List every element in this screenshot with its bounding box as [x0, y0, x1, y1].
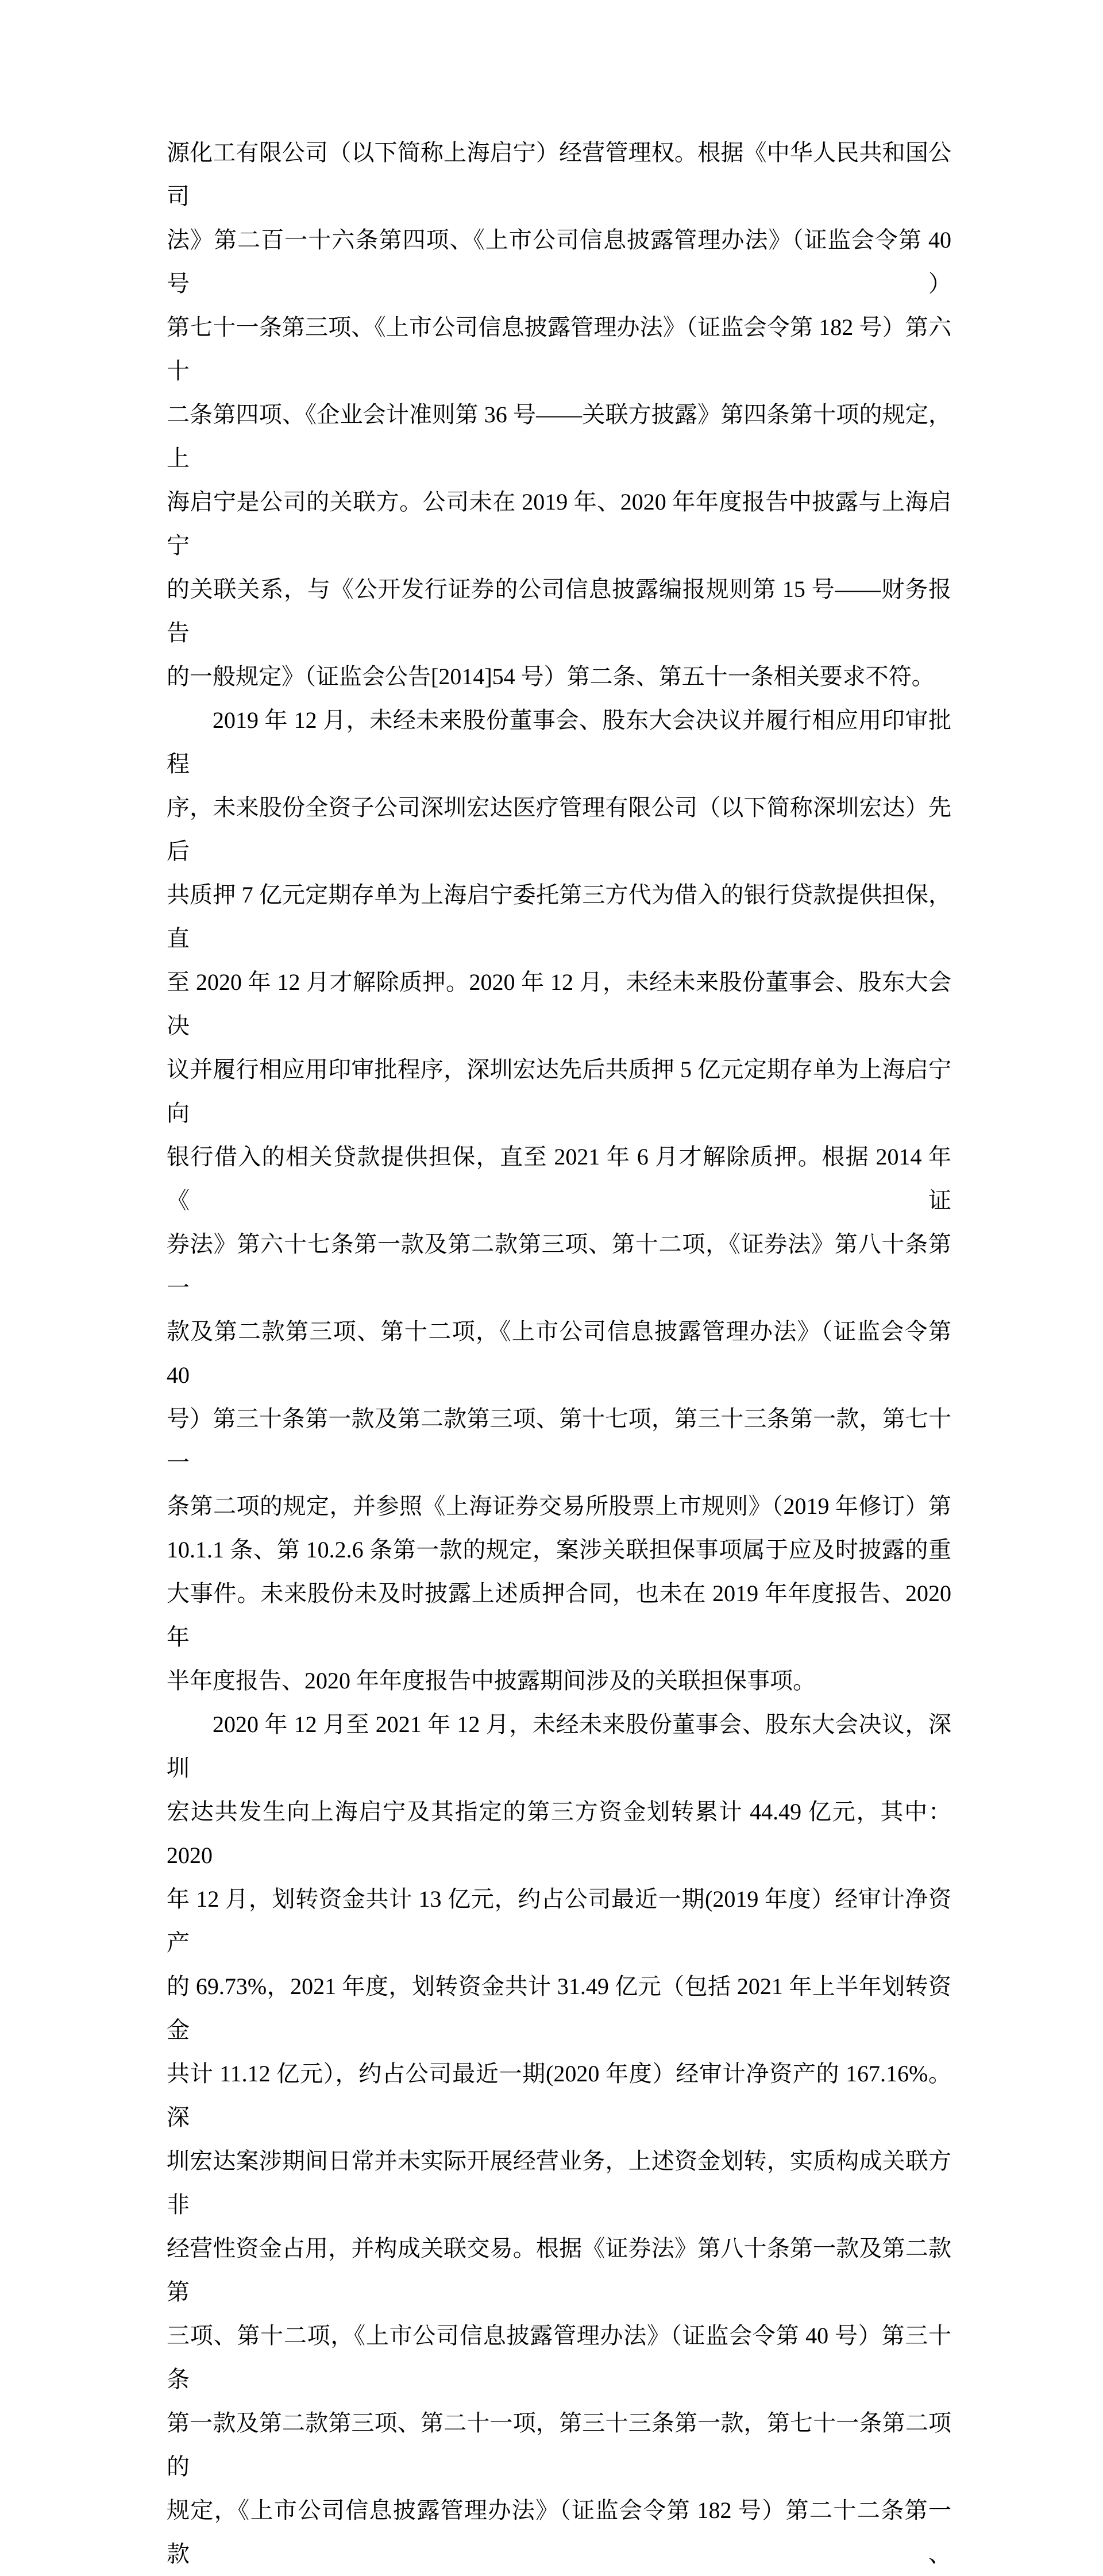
text-line: 银行借入的相关贷款提供担保，直至 2021 年 6 月才解除质押。根据 2014 年《证 [167, 1144, 951, 1213]
text-line: 经营性资金占用，并构成关联交易。根据《证券法》第八十条第一款及第二款第 [167, 2235, 951, 2305]
text-line: 议并履行相应用印审批程序，深圳宏达先后共质押 5 亿元定期存单为上海启宁向 [167, 1056, 951, 1126]
text-line: 10.1.1 条、第 10.2.6 条第一款的规定，案涉关联担保事项属于应及时披露的重 [167, 1537, 951, 1563]
text-line: 号）第三十条第一款及第二款第三项、第十七项，第三十三条第一款，第七十一 [167, 1406, 951, 1475]
text-line: 的一般规定》（证监会公告[2014]54 号）第二条、第五十一条相关要求不符。 [167, 664, 935, 689]
text-line: 款及第二款第三项、第十二项，《上市公司信息披露管理办法》（证监会令第 40 [167, 1318, 951, 1388]
text-line: 序，未来股份全资子公司深圳宏达医疗管理有限公司（以下简称深圳宏达）先后 [167, 795, 951, 864]
text-line: 半年度报告、2020 年年度报告中披露期间涉及的关联担保事项。 [167, 1668, 816, 1694]
text-line: 2019 年 12 月，未经未来股份董事会、股东大会决议并履行相应用印审批程 [167, 707, 951, 777]
paragraph-3 [167, 1703, 951, 2576]
text-line: 规定，《上市公司信息披露管理办法》（证监会令第 182 号）第二十二条第一款、 [167, 2497, 951, 2567]
text-line: 2020 年 12 月至 2021 年 12 月，未经未来股份董事会、股东大会决议，深圳 [167, 1711, 951, 1781]
text-line: 源化工有限公司（以下简称上海启宁）经营管理权。根据《中华人民共和国公司 [167, 140, 951, 209]
text-line: 圳宏达案涉期间日常并未实际开展经营业务，上述资金划转，实质构成关联方非 [167, 2148, 951, 2218]
text-line: 条第二项的规定，并参照《上海证券交易所股票上市规则》（2019 年修订）第 [167, 1493, 951, 1519]
text-line: 宏达共发生向上海启宁及其指定的第三方资金划转累计 44.49 亿元，其中：2020 [167, 1799, 951, 1868]
text-line: 的 69.73%，2021 年度，划转资金共计 31.49 亿元（包括 2021 年上半年划转资金 [167, 1973, 951, 2043]
paragraph-1 [167, 131, 951, 699]
text-line: 三项、第十二项，《上市公司信息披露管理办法》（证监会令第 40 号）第三十条 [167, 2323, 951, 2392]
text-line: 的关联关系，与《公开发行证券的公司信息披露编报规则第 15 号——财务报告 [167, 576, 951, 646]
text-line: 券法》第六十七条第一款及第二款第三项、第十二项，《证券法》第八十条第一 [167, 1231, 951, 1301]
text-line: 法》第二百一十六条第四项、《上市公司信息披露管理办法》（证监会令第 40 号） [167, 227, 951, 296]
text-line: 大事件。未来股份未及时披露上述质押合同，也未在 2019 年年度报告、2020 年 [167, 1580, 951, 1650]
text-line: 第一款及第二款第三项、第二十一项，第三十三条第一款，第七十一条第二项的 [167, 2410, 951, 2479]
text-line: 年 12 月，划转资金共计 13 亿元，约占公司最近一期(2019 年度）经审计净资产 [167, 1886, 951, 1956]
text-line: 二条第四项、《企业会计准则第 36 号——关联方披露》第四条第十项的规定，上 [167, 402, 951, 471]
paragraph-2 [167, 699, 951, 1703]
text-line: 至 2020 年 12 月才解除质押。2020 年 12 月，未经未来股份董事会、股东大会决 [167, 969, 951, 1039]
text-line: 共计 11.12 亿元），约占公司最近一期(2020 年度）经审计净资产的 167.16%。深 [167, 2061, 951, 2130]
document-text-block [167, 131, 951, 2576]
text-line: 第七十一条第三项、《上市公司信息披露管理办法》（证监会令第 182 号）第六十 [167, 314, 951, 384]
text-line: 海启宁是公司的关联方。公司未在 2019 年、2020 年年度报告中披露与上海启宁 [167, 489, 951, 558]
text-line: 共质押 7 亿元定期存单为上海启宁委托第三方代为借入的银行贷款提供担保，直 [167, 882, 951, 951]
